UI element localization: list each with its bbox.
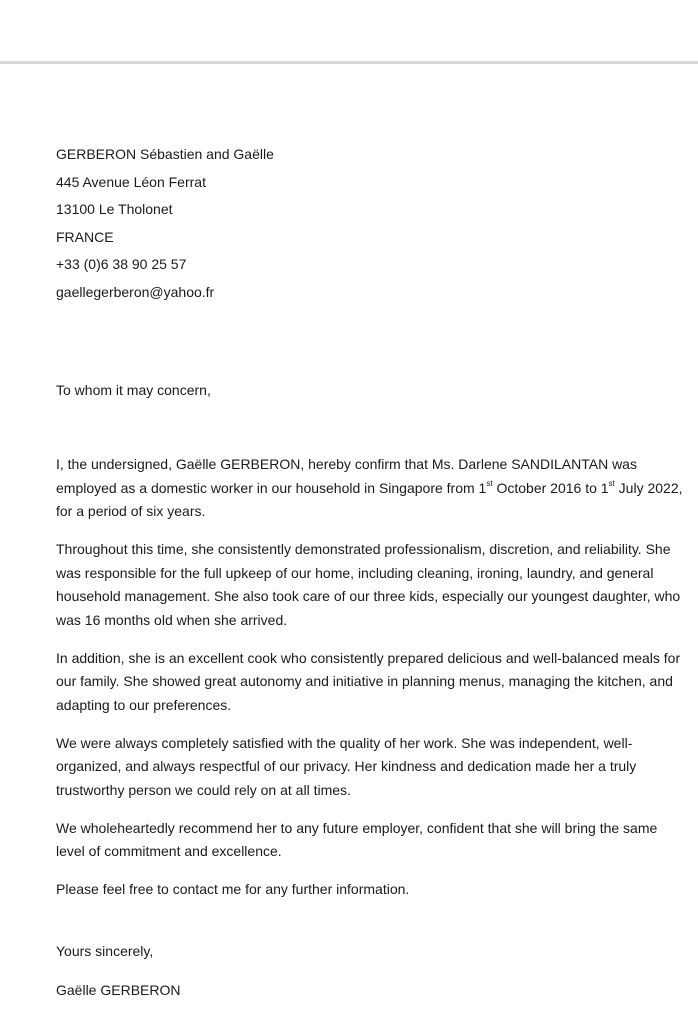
paragraph-cooking: In addition, she is an excellent cook who consistently prepared delicious and well-balanced meals for our family. She showed great autonomy and initiative in planning menus, managing the kitchen, and adapting to our preferences. <box>56 649 681 713</box>
page-top-divider <box>0 61 698 64</box>
signature-name: Gaëlle GERBERON <box>56 982 181 998</box>
sender-street: 445 Avenue Léon Ferrat <box>56 173 206 190</box>
letter-body <box>56 453 686 916</box>
sender-city: 13100 Le Tholonet <box>56 201 173 218</box>
paragraph-satisfaction: We were always completely satisfied with the quality of her work. She was independent, well-organized, and always respectful of our privacy. Her kindness and dedication made her a truly trustworthy person we could rely on at all times. <box>56 734 637 798</box>
sender-phone: +33 (0)6 38 90 25 57 <box>56 256 187 273</box>
paragraph-contact: Please feel free to contact me for any further information. <box>56 881 410 897</box>
paragraph-employment: I, the undersigned, Gaëlle GERBERON, hereby confirm that Ms. Darlene SANDILANTAN was employed as a domestic worker in our household in Singapore from 1st October 2016 to 1st July 2022, for a period of six years. <box>56 456 683 519</box>
closing: Yours sincerely, <box>56 943 154 959</box>
paragraph-recommendation: We wholeheartedly recommend her to any future employer, confident that she will bring the same level of commitment and excellence. <box>56 819 658 859</box>
paragraph-responsibilities: Throughout this time, she consistently demonstrated professionalism, discretion, and reliability. She was responsible for the full upkeep of our home, including cleaning, ironing, laundry, and general household management. She also took care of our three kids, especially our youngest daughter, who was 16 months old when she arrived. <box>56 541 681 628</box>
sender-address-block <box>56 145 274 311</box>
sender-name: GERBERON Sébastien and Gaëlle <box>56 146 274 162</box>
salutation: To whom it may concern, <box>56 382 211 398</box>
sender-country: FRANCE <box>56 228 114 245</box>
sender-email: gaellegerberon@yahoo.fr <box>56 283 215 300</box>
